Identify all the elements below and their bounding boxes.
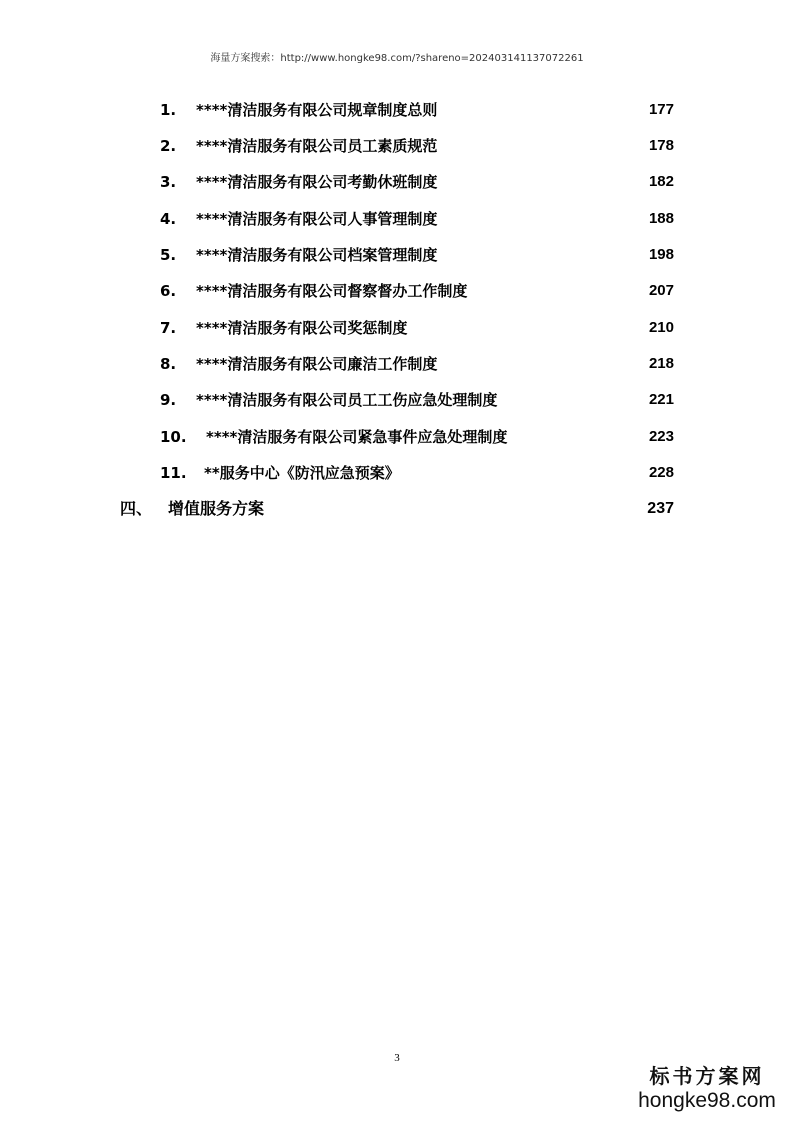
toc-entry-7[interactable] [160,314,674,338]
toc-entry-title: ****清洁服务有限公司人事管理制度 [196,210,438,228]
toc-entry-page: 182 [648,173,674,190]
toc-entry-title: 增值服务方案 [168,499,265,518]
page-number: 3 [394,1052,400,1064]
toc-entry-10[interactable] [160,423,674,447]
toc-entry-number: 8. [160,355,177,373]
toc-entry-number: 7. [160,319,177,337]
toc-entry-title: ****清洁服务有限公司奖惩制度 [196,319,408,337]
toc-entry-title: ****清洁服务有限公司督察督办工作制度 [196,282,468,300]
toc-entry-number: 6. [160,282,177,300]
toc-entry-2[interactable] [160,132,674,156]
toc-entry-page: 188 [648,210,674,227]
toc-entry-title: ****清洁服务有限公司紧急事件应急处理制度 [206,428,508,446]
toc-entry-4[interactable] [160,205,674,229]
toc-entry-title: ****清洁服务有限公司员工素质规范 [196,137,438,155]
toc-entry-page: 178 [648,137,674,154]
toc-entry-title: ****清洁服务有限公司档案管理制度 [196,246,438,264]
toc-entry-title: ****清洁服务有限公司考勤休班制度 [196,173,438,191]
toc-entry-1[interactable] [160,96,674,120]
toc-entry-page: 228 [648,464,674,481]
toc-entry-title: ****清洁服务有限公司规章制度总则 [196,101,438,119]
toc-entry-8[interactable] [160,350,674,374]
toc-entry-page: 221 [648,391,674,408]
toc-entry-3[interactable] [160,168,674,192]
toc-entry-page: 218 [648,355,674,372]
toc-entry-number: 10. [160,428,187,446]
toc-entry-page: 207 [648,282,674,299]
toc-entry-section-4[interactable] [120,495,674,519]
toc-entry-page: 223 [648,428,674,445]
toc-entry-6[interactable] [160,277,674,301]
toc-entry-page: 177 [648,101,674,118]
toc-entry-number: 4. [160,210,177,228]
toc-entry-page: 210 [648,319,674,336]
toc-entry-11[interactable] [160,459,674,483]
toc-entry-number: 四、 [120,499,153,518]
toc-entry-number: 1. [160,101,177,119]
toc-entry-number: 5. [160,246,177,264]
toc-entry-number: 11. [160,464,187,482]
toc-entry-number: 2. [160,137,177,155]
toc-entry-title: ****清洁服务有限公司员工工伤应急处理制度 [196,391,498,409]
toc-entry-number: 9. [160,391,177,409]
watermark-logo [632,1064,782,1114]
header-url-text: 海量方案搜索：http://www.hongke98.com/?shareno=202403141137072261 [210,53,584,64]
watermark-domain: hongke98.com [638,1089,776,1112]
toc-entry-9[interactable] [160,386,674,410]
toc-entry-page: 198 [648,246,674,263]
toc-entry-number: 3. [160,173,177,191]
toc-entry-title: ****清洁服务有限公司廉洁工作制度 [196,355,438,373]
toc-entry-title: **服务中心《防汛应急预案》 [204,464,400,482]
watermark-title: 标书方案网 [649,1064,765,1088]
toc-entry-5[interactable] [160,241,674,265]
toc-entry-page: 237 [647,500,674,517]
